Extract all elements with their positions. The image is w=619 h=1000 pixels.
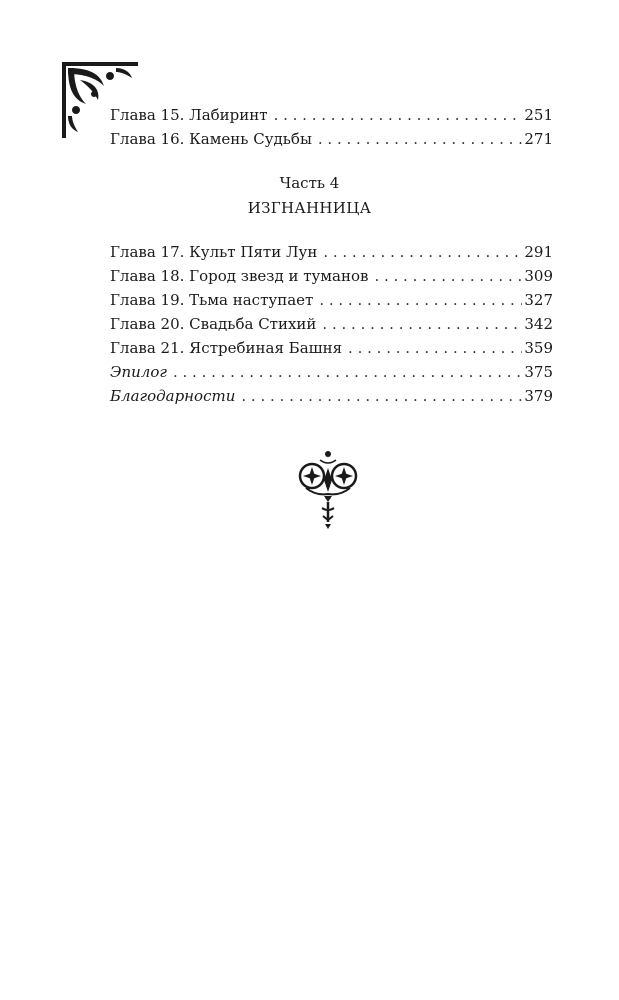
toc-entry[interactable] [110, 264, 553, 288]
dot-leader [374, 264, 522, 288]
part-title: Часть 4 [279, 174, 340, 192]
toc-entry-page: 359 [524, 339, 553, 357]
dot-leader [173, 360, 522, 384]
toc-entry[interactable] [110, 312, 553, 336]
toc-entry-page: 327 [524, 291, 553, 309]
toc-entry[interactable] [110, 336, 553, 360]
toc-entry[interactable] [110, 288, 553, 312]
toc-entry-page: 342 [524, 315, 553, 333]
toc-entry-page: 379 [524, 387, 553, 405]
toc-entry-label: Глава 17. Культ Пяти Лун [110, 243, 318, 261]
dot-leader [348, 336, 522, 360]
toc-entry[interactable] [110, 240, 553, 264]
toc-entry-label: Глава 21. Ястребиная Башня [110, 339, 343, 357]
toc-entry-label: Глава 19. Тьма наступает [110, 291, 314, 309]
toc-entry-label: Глава 15. Лабиринт [110, 106, 268, 124]
dot-leader [319, 288, 522, 312]
toc-group-1 [110, 103, 553, 151]
floral-vignette-icon [296, 450, 360, 530]
toc-entry-page: 309 [524, 267, 553, 285]
toc-entry-label: Эпилог [110, 363, 167, 381]
toc-entry-page: 271 [524, 130, 553, 148]
toc-entry-page: 375 [524, 363, 553, 381]
dot-leader [322, 312, 522, 336]
toc-entry-page: 251 [524, 106, 553, 124]
dot-leader [323, 240, 522, 264]
toc-entry-page: 291 [524, 243, 553, 261]
toc-entry[interactable] [110, 127, 553, 151]
toc-entry-acknowledgements[interactable] [110, 384, 553, 408]
part-heading [0, 171, 619, 221]
toc-group-2 [110, 240, 553, 408]
toc-entry-label: Глава 16. Камень Судьбы [110, 130, 312, 148]
dot-leader [274, 103, 523, 127]
toc-entry-epilogue[interactable] [110, 360, 553, 384]
toc-entry-label: Благодарности [110, 387, 236, 405]
part-subtitle: ИЗГНАННИЦА [247, 199, 372, 217]
toc-entry-label: Глава 20. Свадьба Стихий [110, 315, 317, 333]
toc-entry-label: Глава 18. Город звезд и туманов [110, 267, 369, 285]
toc-entry[interactable] [110, 103, 553, 127]
dot-leader [318, 127, 522, 151]
dot-leader [241, 384, 522, 408]
